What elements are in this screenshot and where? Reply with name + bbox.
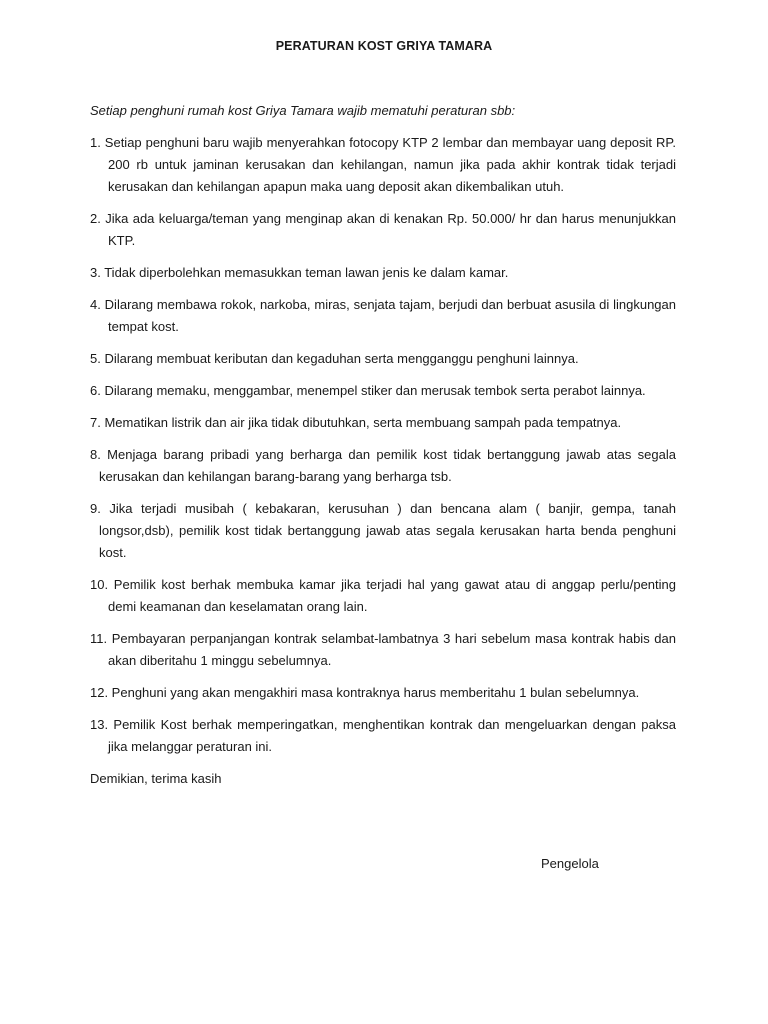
rule-13: 13. Pemilik Kost berhak memperingatkan, menghentikan kontrak dan mengeluarkan dengan paksa jika melanggar peraturan ini.: [90, 717, 676, 754]
rule-11: 11. Pembayaran perpanjangan kontrak selambat-lambatnya 3 hari sebelum masa kontrak habis dan akan diberitahu 1 minggu sebelumnya.: [90, 631, 676, 668]
document-body: [90, 100, 676, 790]
rule-1: 1. Setiap penghuni baru wajib menyerahkan fotocopy KTP 2 lembar dan membayar uang deposit RP. 200 rb untuk jaminan kerusakan dan kehilangan, namun jika pada akhir kontrak tidak terjadi kerusakan dan kehilangan apapun maka uang deposit akan dikembalikan utuh.: [90, 135, 676, 194]
rule-5: 5. Dilarang membuat keributan dan kegaduhan serta mengganggu penghuni lainnya.: [90, 351, 579, 366]
closing-text: Demikian, terima kasih: [90, 771, 222, 786]
document-title: PERATURAN KOST GRIYA TAMARA: [275, 39, 493, 53]
rule-3: 3. Tidak diperbolehkan memasukkan teman lawan jenis ke dalam kamar.: [90, 265, 509, 280]
signer-label: Pengelola: [541, 856, 599, 871]
rule-9: 9. Jika terjadi musibah ( kebakaran, kerusuhan ) dan bencana alam ( banjir, gempa, tanah longsor,dsb), pemilik kost tidak bertanggung jawab atas segala kerusakan harta benda penghuni kost.: [90, 501, 676, 560]
rule-2: 2. Jika ada keluarga/teman yang menginap akan di kenakan Rp. 50.000/ hr dan harus menunjukkan KTP.: [90, 211, 676, 248]
rule-4: 4. Dilarang membawa rokok, narkoba, miras, senjata tajam, berjudi dan berbuat asusila di lingkungan tempat kost.: [90, 297, 676, 334]
rule-8: 8. Menjaga barang pribadi yang berharga dan pemilik kost tidak bertanggung jawab atas segala kerusakan dan kehilangan barang-barang yang berharga tsb.: [90, 447, 676, 484]
rule-12: 12. Penghuni yang akan mengakhiri masa kontraknya harus memberitahu 1 bulan sebelumnya.: [90, 685, 640, 700]
intro-text: Setiap penghuni rumah kost Griya Tamara wajib mematuhi peraturan sbb:: [90, 103, 516, 118]
rule-6: 6. Dilarang memaku, menggambar, menempel stiker dan merusak tembok serta perabot lainnya.: [90, 383, 646, 398]
rule-10: 10. Pemilik kost berhak membuka kamar jika terjadi hal yang gawat atau di anggap perlu/penting demi keamanan dan keselamatan orang lain.: [90, 577, 676, 614]
rule-7: 7. Mematikan listrik dan air jika tidak dibutuhkan, serta membuang sampah pada tempatnya.: [90, 415, 622, 430]
